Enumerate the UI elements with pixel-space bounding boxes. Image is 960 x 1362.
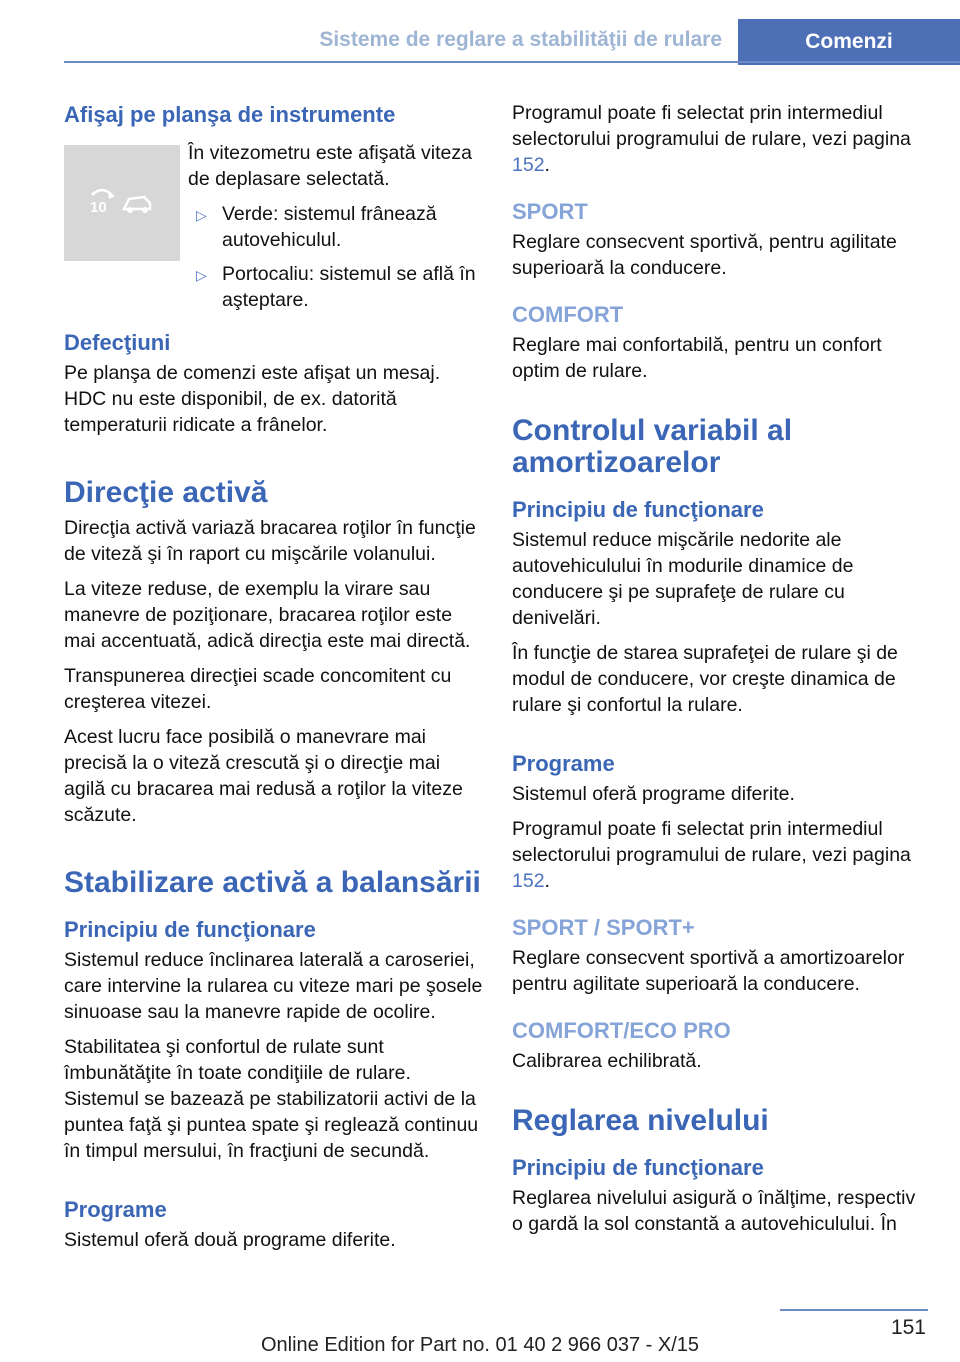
afisaj-block (64, 100, 484, 311)
defectiuni-text: Pe planşa de comenzi este afişat un mesaj. HDC nu este disponibil, de ex. datorită temperaturii ridicate a frânelor. (64, 362, 441, 436)
page-number: 151 (890, 1316, 926, 1339)
directie-para: Direcţia activă variază bracarea roţilor în funcţie de viteză şi în raport cu mişcările volanului. (64, 517, 476, 565)
principiu-para: În funcţie de starea suprafeţei de rulare şi de modul de conducere, vor creşte dinamica de rulare şi confortul la rulare. (512, 642, 898, 716)
control-heading: Controlul variabil al amortizoarelor (512, 414, 793, 479)
principiu-heading: Principiu de funcţionare (64, 917, 316, 942)
afisaj-bullets (188, 201, 484, 313)
directie-para: Transpunerea direcţiei scade concomitent cu creşterea vitezei. (64, 665, 452, 713)
programe-text: Sistemul oferă programe diferite. (512, 783, 795, 805)
header-rule (64, 61, 960, 63)
page-link[interactable]: 152 (512, 154, 545, 176)
principiu-para: Sistemul reduce mişcările nedorite ale autovehiculului în modurile dinamice de conducere şi pe suprafeţe de rulare cu denivelări. (512, 529, 854, 629)
page-link[interactable]: 152 (512, 870, 545, 892)
hdc-speed-symbol-icon (88, 187, 154, 215)
bullet-item: ▷ Portocaliu: sistemul se află în aşteptare. (196, 263, 476, 311)
eco-text: Calibrarea echilibrată. (512, 1050, 702, 1072)
program-select-text: Programul poate fi selectat prin intermediul selectorului programului de rulare, vezi pagina 152. (512, 818, 911, 892)
defectiuni-heading: Defecţiuni (64, 330, 171, 355)
afisaj-text-block (188, 140, 484, 321)
section-title: Sisteme de reglare a stabilităţii de rulare (319, 28, 722, 51)
programe-heading: Programe (512, 751, 615, 776)
bullet-triangle-icon: ▷ (196, 267, 207, 283)
stabilizare-heading: Stabilizare activă a balansării (64, 866, 481, 899)
program-select-text: Programul poate fi selectat prin intermediul selectorului programului de rulare, vezi pagina 152. (512, 102, 911, 176)
sport-heading: SPORT (512, 199, 588, 224)
footer-rule (780, 1309, 928, 1311)
eco-heading: COMFORT/ECO PRO (512, 1018, 731, 1043)
nivel-text: Reglarea nivelului asigură o înălţime, respectiv o gardă la sol constantă a autovehiculului. În (512, 1187, 916, 1235)
principiu-para: Stabilitatea şi confortul de rulate sunt îmbunătăţite în toate condiţiile de rulare. Sistemul se bazează pe stabilizatorii activi de la puntea faţă şi puntea spate şi reglează continuu în timpul mersului, în fracţiuni de secundă. (64, 1036, 479, 1162)
nivel-principiu-heading: Principiu de funcţionare (512, 1155, 764, 1180)
bullet-triangle-icon: ▷ (196, 207, 207, 223)
sport-text: Reglare consecvent sportivă, pentru agilitate superioară la conducere. (512, 231, 897, 279)
chapter-tab[interactable]: Comenzi (738, 19, 960, 65)
directie-para: Acest lucru face posibilă o manevrare mai precisă la o viteză crescută şi o direcţie mai agilă cu bracarea mai redusă a roţilor la viteze scăzute. (64, 726, 463, 826)
hdc-indicator-icon (64, 145, 180, 261)
afisaj-description: În vitezometru este afişată viteza de deplasare selectată. (188, 142, 472, 190)
right-column (512, 100, 928, 1246)
programe-text: Sistemul oferă două programe diferite. (64, 1229, 396, 1251)
directie-heading: Direcţie activă (64, 476, 268, 509)
left-column (64, 100, 484, 1262)
directie-para: La viteze reduse, de exemplu la virare sau manevre de poziţionare, bracarea roţilor este mai accentuată, adică direcţia este mai directă. (64, 578, 471, 652)
bullet-item: ▷ Verde: sistemul frânează autovehiculul. (196, 203, 437, 251)
principiu-heading: Principiu de funcţionare (512, 497, 764, 522)
svg-text:10: 10 (90, 199, 107, 215)
nivel-heading: Reglarea nivelului (512, 1104, 769, 1137)
comfort-heading: COMFORT (512, 302, 624, 327)
sportplus-heading: SPORT / SPORT+ (512, 915, 695, 940)
afisaj-heading: Afişaj pe planşa de instrumente (64, 102, 396, 127)
edition-footer: Online Edition for Part no. 01 40 2 966 037 - X/15 (260, 1334, 700, 1356)
page-header (0, 0, 960, 62)
programe-heading: Programe (64, 1197, 167, 1222)
comfort-text: Reglare mai confortabilă, pentru un confort optim de rulare. (512, 334, 882, 382)
sportplus-text: Reglare consecvent sportivă a amortizoarelor pentru agilitate superioară la conducere. (512, 947, 905, 995)
principiu-para: Sistemul reduce înclinarea laterală a caroseriei, care intervine la rularea cu viteze mari pe şosele sinuoase sau la manevre rapide de ocolire. (64, 949, 483, 1023)
